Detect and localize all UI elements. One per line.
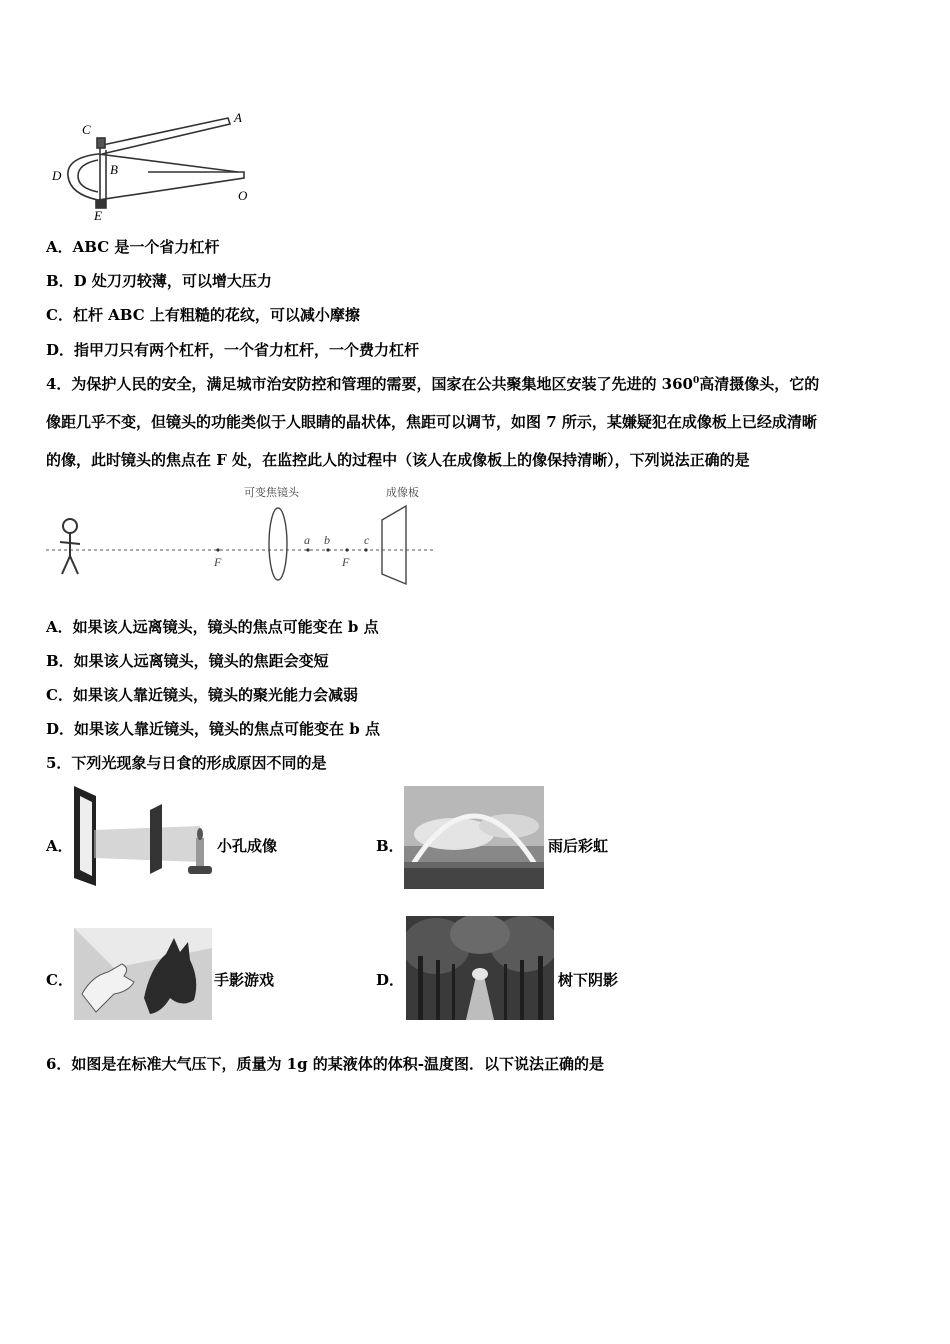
q4-stem-degree: 0 <box>692 376 700 386</box>
q4-option-b[interactable]: B．如果该人远离镜头，镜头的焦距会变短 <box>46 652 329 670</box>
q6-stem: 6．如图是在标准大气压下，质量为 1g 的某液体的体积-温度图．以下说法正确的是 <box>46 1055 605 1073</box>
focus-left-label: F <box>214 555 222 569</box>
label-o: O <box>238 188 248 203</box>
variable-focus-lens <box>269 508 287 580</box>
imaging-board <box>382 506 406 584</box>
q4-option-d[interactable]: D．如果该人靠近镜头，镜头的焦点可能变在 b 点 <box>46 720 380 738</box>
q3-option-c[interactable]: C．杠杆 ABC 上有粗糙的花纹，可以减小摩擦 <box>46 306 360 324</box>
label-a: A <box>234 110 242 125</box>
q4-stem-line1-pre: 4．为保护人民的安全，满足城市治安防控和管理的需要，国家在公共聚集地区安装了先进的 360 <box>46 375 693 393</box>
hand-shadow-image <box>74 928 212 1020</box>
q5-choice-b-caption: 雨后彩虹 <box>548 837 609 855</box>
q3-option-b[interactable]: B．D 处刀刃较薄，可以增大压力 <box>46 272 272 290</box>
q4-stem-line3: 的像，此时镜头的焦点在 F 处，在监控此人的过程中（该人在成像板上的像保持清晰），下列说法正确的是 <box>46 451 750 469</box>
label-c: C <box>82 122 91 137</box>
label-e: E <box>94 208 102 223</box>
nail-clipper-figure <box>48 108 258 223</box>
rainbow-image <box>404 786 544 889</box>
lens-label: 可变焦镜头 <box>244 486 299 499</box>
label-d: D <box>52 168 62 183</box>
q5-choice-b-letter[interactable]: B． <box>376 837 404 855</box>
q3-option-a[interactable]: A．ABC 是一个省力杠杆 <box>46 238 220 256</box>
label-b: B <box>110 162 118 177</box>
tree-shade-image <box>406 916 554 1020</box>
focus-right-label: F <box>342 555 350 569</box>
q4-option-a[interactable]: A．如果该人远离镜头，镜头的焦点可能变在 b 点 <box>46 618 379 636</box>
q3-option-d[interactable]: D．指甲刀只有两个杠杆，一个省力杠杆，一个费力杠杆 <box>46 341 420 359</box>
point-b-label: b <box>324 533 330 547</box>
q4-stem-line1-post: 高清摄像头，它的 <box>699 375 820 393</box>
q4-stem-line2: 像距几乎不变，但镜头的功能类似于人眼睛的晶状体，焦距可以调节，如图 7 所示，某嫌疑犯在成像板上已经成清晰 <box>46 413 817 431</box>
q5-choice-c-letter[interactable]: C． <box>46 971 73 989</box>
point-a-label: a <box>304 533 310 547</box>
person-figure <box>60 519 80 574</box>
q4-option-c[interactable]: C．如果该人靠近镜头，镜头的聚光能力会减弱 <box>46 686 358 704</box>
q5-choice-a-letter[interactable]: A． <box>46 837 73 855</box>
camera-lens-figure <box>46 484 438 588</box>
q5-choice-d-caption: 树下阴影 <box>558 971 619 989</box>
q5-stem: 5．下列光现象与日食的形成原因不同的是 <box>46 754 327 772</box>
q5-choice-a-caption: 小孔成像 <box>217 837 278 855</box>
board-label: 成像板 <box>386 486 419 499</box>
point-c-label: c <box>364 533 370 547</box>
q5-choice-d-letter[interactable]: D． <box>376 971 405 989</box>
pinhole-image <box>70 782 215 890</box>
q5-choice-c-caption: 手影游戏 <box>214 971 275 989</box>
q4-stem-line1 <box>46 373 819 394</box>
